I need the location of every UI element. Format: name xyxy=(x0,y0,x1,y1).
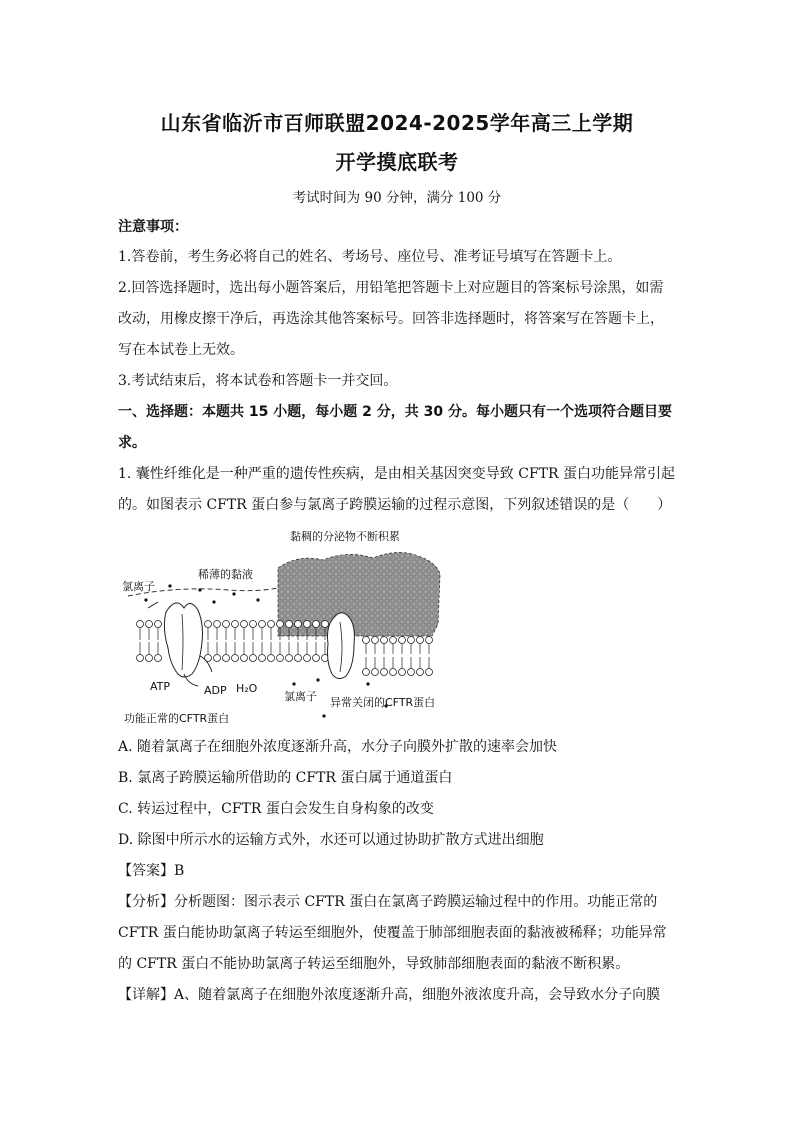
answer-line: 【答案】B xyxy=(118,863,185,879)
option-c: C. 转运过程中，CFTR 蛋白会发生自身构象的改变 xyxy=(118,801,434,817)
page-title-line1: 山东省临沂市百师联盟2024-2025学年高三上学期 xyxy=(160,111,634,135)
notice-heading: 注意事项： xyxy=(118,219,188,235)
notice-line-4: 写在本试卷上无效。 xyxy=(118,342,244,358)
option-b: B. 氯离子跨膜运输所借助的 CFTR 蛋白属于通道蛋白 xyxy=(118,770,453,786)
label-atp: ATP xyxy=(150,680,171,693)
section-heading-line1: 一、选择题：本题共 15 小题，每小题 2 分，共 30 分。每小题只有一个选项符合题目要 xyxy=(118,404,672,420)
label-thick-mucus: 黏稠的分泌物不断积累 xyxy=(290,530,400,543)
thick-mucus-region xyxy=(278,552,440,636)
label-normal-cftr: 功能正常的CFTR蛋白 xyxy=(124,712,230,725)
notice-line-1: 1.答卷前，考生务必将自己的姓名、考场号、座位号、准考证号填写在答题卡上。 xyxy=(118,249,622,265)
label-h2o: H₂O xyxy=(236,682,258,695)
option-d: D. 除图中所示水的运输方式外，水还可以通过协助扩散方式进出细胞 xyxy=(118,832,544,848)
label-abnormal-cftr: 异常关闭的CFTR蛋白 xyxy=(330,696,436,709)
page-title-line2: 开学摸底联考 xyxy=(335,150,459,174)
question-1-stem-line1: 1. 囊性纤维化是一种严重的遗传性疾病，是由相关基因突变导致 CFTR 蛋白功能异常引起 xyxy=(118,466,676,482)
label-adp: ADP xyxy=(204,684,227,697)
section-heading-line2: 求。 xyxy=(118,435,146,451)
exam-time-note: 考试时间为 90 分钟，满分 100 分 xyxy=(292,190,502,206)
notice-line-3: 改动，用橡皮擦干净后，再选涂其他答案标号。回答非选择题时，将答案写在答题卡上， xyxy=(118,311,664,327)
cftr-diagram-svg xyxy=(118,524,468,729)
label-chloride-bottom: 氯离子 xyxy=(284,690,317,703)
analysis-line-2: CFTR 蛋白能协助氯离子转运至细胞外，使覆盖于肺部细胞表面的黏液被稀释；功能异常 xyxy=(118,925,667,941)
abnormal-cftr-protein xyxy=(328,613,355,679)
cftr-membrane-figure xyxy=(118,524,468,729)
detail-line-1: 【详解】A、随着氯离子在细胞外浓度逐渐升高，细胞外液浓度升高，会导致水分子向膜 xyxy=(118,987,661,1003)
option-a: A. 随着氯离子在细胞外浓度逐渐升高，水分子向膜外扩散的速率会加快 xyxy=(118,739,558,755)
label-chloride-top: 氯离子 xyxy=(122,580,155,593)
analysis-line-1: 【分析】分析题图：图示表示 CFTR 蛋白在氯离子跨膜运输过程中的作用。功能正常的 xyxy=(118,894,658,910)
normal-cftr-protein xyxy=(164,603,202,677)
label-thin-mucus: 稀薄的黏液 xyxy=(198,568,253,581)
analysis-line-3: 的 CFTR 蛋白不能协助氯离子转运至细胞外，导致肺部细胞表面的黏液不断积累。 xyxy=(118,956,630,972)
question-1-stem-line2: 的。如图表示 CFTR 蛋白参与氯离子跨膜运输的过程示意图，下列叙述错误的是（ ） xyxy=(118,497,672,513)
notice-line-5: 3.考试结束后，将本试卷和答题卡一并交回。 xyxy=(118,373,398,389)
notice-line-2: 2.回答选择题时，选出每小题答案后，用铅笔把答题卡上对应题目的答案标号涂黑，如需 xyxy=(118,280,664,296)
